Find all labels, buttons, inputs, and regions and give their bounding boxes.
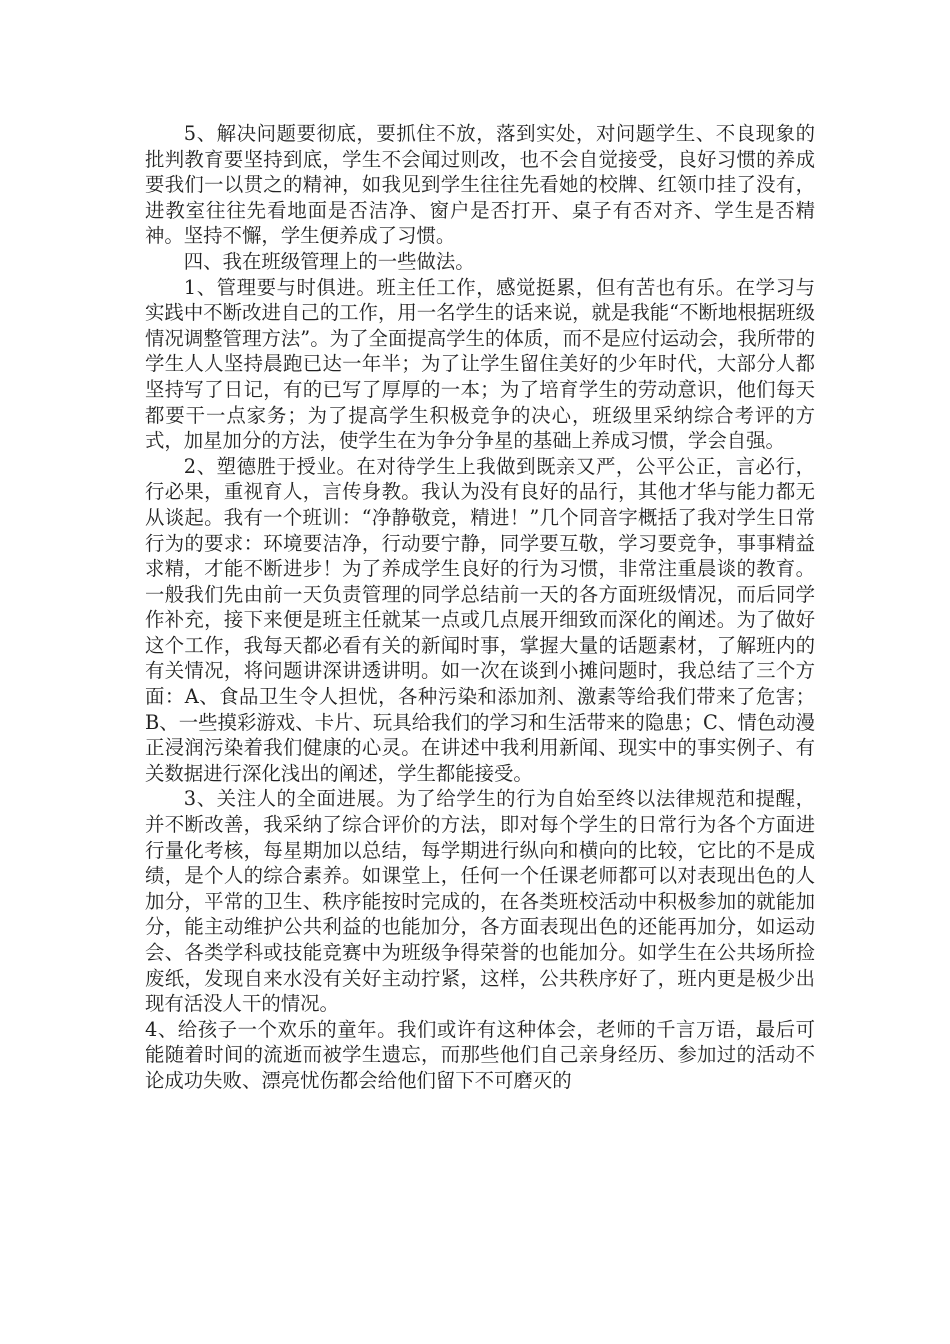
paragraph-item-4-happy-childhood: 4、给孩子一个欢乐的童年。我们或许有这种体会，老师的千言万语，最后可能随着时间的流逝而被学生遗忘，而那些他们自己亲身经历、参加过的活动不论成功失败、漂亮忧伤都会给他们留下不可磨灭的 (145, 1017, 815, 1092)
paragraph-item-1-management: 1、管理要与时俱进。班主任工作，感觉挺累，但有苦也有乐。在学习与实践中不断改进自己的工作，用一名学生的话来说，就是我能“不断地根据班级情况调整管理方法”。为了全面提高学生的体质，而不是应付运动会，我所带的学生人人坚持晨跑已达一年半；为了让学生留住美好的少年时代，大部分人都坚持写了日记，有的已写了厚厚的一本；为了培育学生的劳动意识，他们每天都要干一点家务；为了提高学生积极竞争的决心，班级里采纳综合考评的方式，加星加分的方法，使学生在为争分争星的基础上养成习惯，学会自强。 (145, 275, 815, 453)
paragraph-item-2-moral-education: 2、塑德胜于授业。在对待学生上我做到既亲又严，公平公正，言必行，行必果，重视育人，言传身教。我认为没有良好的品行，其他才华与能力都无从谈起。我有一个班训：“净静敬竞，精进！”几个同音字概括了我对学生日常行为的要求：环境要洁净，行动要宁静，同学要互敬，学习要竞争，事事精益求精，才能不断进步！为了养成学生良好的行为习惯，非常注重晨谈的教育。一般我们先由前一天负责管理的同学总结前一天的各方面班级情况，而后同学作补充，接下来便是班主任就某一点或几点展开细致而深化的阐述。为了做好这个工作，我每天都必看有关的新闻时事，掌握大量的话题素材，了解班内的有关情况，将问题讲深讲透讲明。如一次在谈到小摊问题时，我总结了三个方面：A、食品卫生令人担忧，各种污染和添加剂、激素等给我们带来了危害；B、一些摸彩游戏、卡片、玩具给我们的学习和生活带来的隐患；C、情色动漫正浸润污染着我们健康的心灵。在讲述中我利用新闻、现实中的事实例子、有关数据进行深化浅出的阐述，学生都能接受。 (145, 454, 815, 785)
section-heading-four: 四、我在班级管理上的一些做法。 (183, 249, 475, 273)
paragraph-item-3-comprehensive-development: 3、关注人的全面进展。为了给学生的行为自始至终以法律规范和提醒，并不断改善，我采纳了综合评价的方法，即对每个学生的日常行为各个方面进行量化考核，每星期加以总结，每学期进行纵向和横向的比较，它比的不是成绩，是个人的综合素养。如课堂上，任何一个任课老师都可以对表现出色的人加分，平常的卫生、秩序能按时完成的，在各类班校活动中积极参加的就能加分，能主动维护公共利益的也能加分，各方面表现出色的还能再加分，如运动会、各类学科或技能竞赛中为班级争得荣誉的也能加分。如学生在公共场所捡废纸，发现自来水没有关好主动拧紧，这样，公共秩序好了，班内更是极少出现有活没人干的情况。 (145, 787, 815, 1016)
paragraph-item-5-resolve-problems: 5、解决问题要彻底，要抓住不放，落到实处，对问题学生、不良现象的批判教育要坚持到底，学生不会闻过则改，也不会自觉接受，良好习惯的养成要我们一以贯之的精神，如我见到学生往往先看她的校牌、红领巾挂了没有，进教室往往先看地面是否洁净、窗户是否打开、桌子有否对齐、学生是否精神。坚持不懈，学生便养成了习惯。 (145, 122, 815, 248)
document-page (145, 121, 815, 1094)
